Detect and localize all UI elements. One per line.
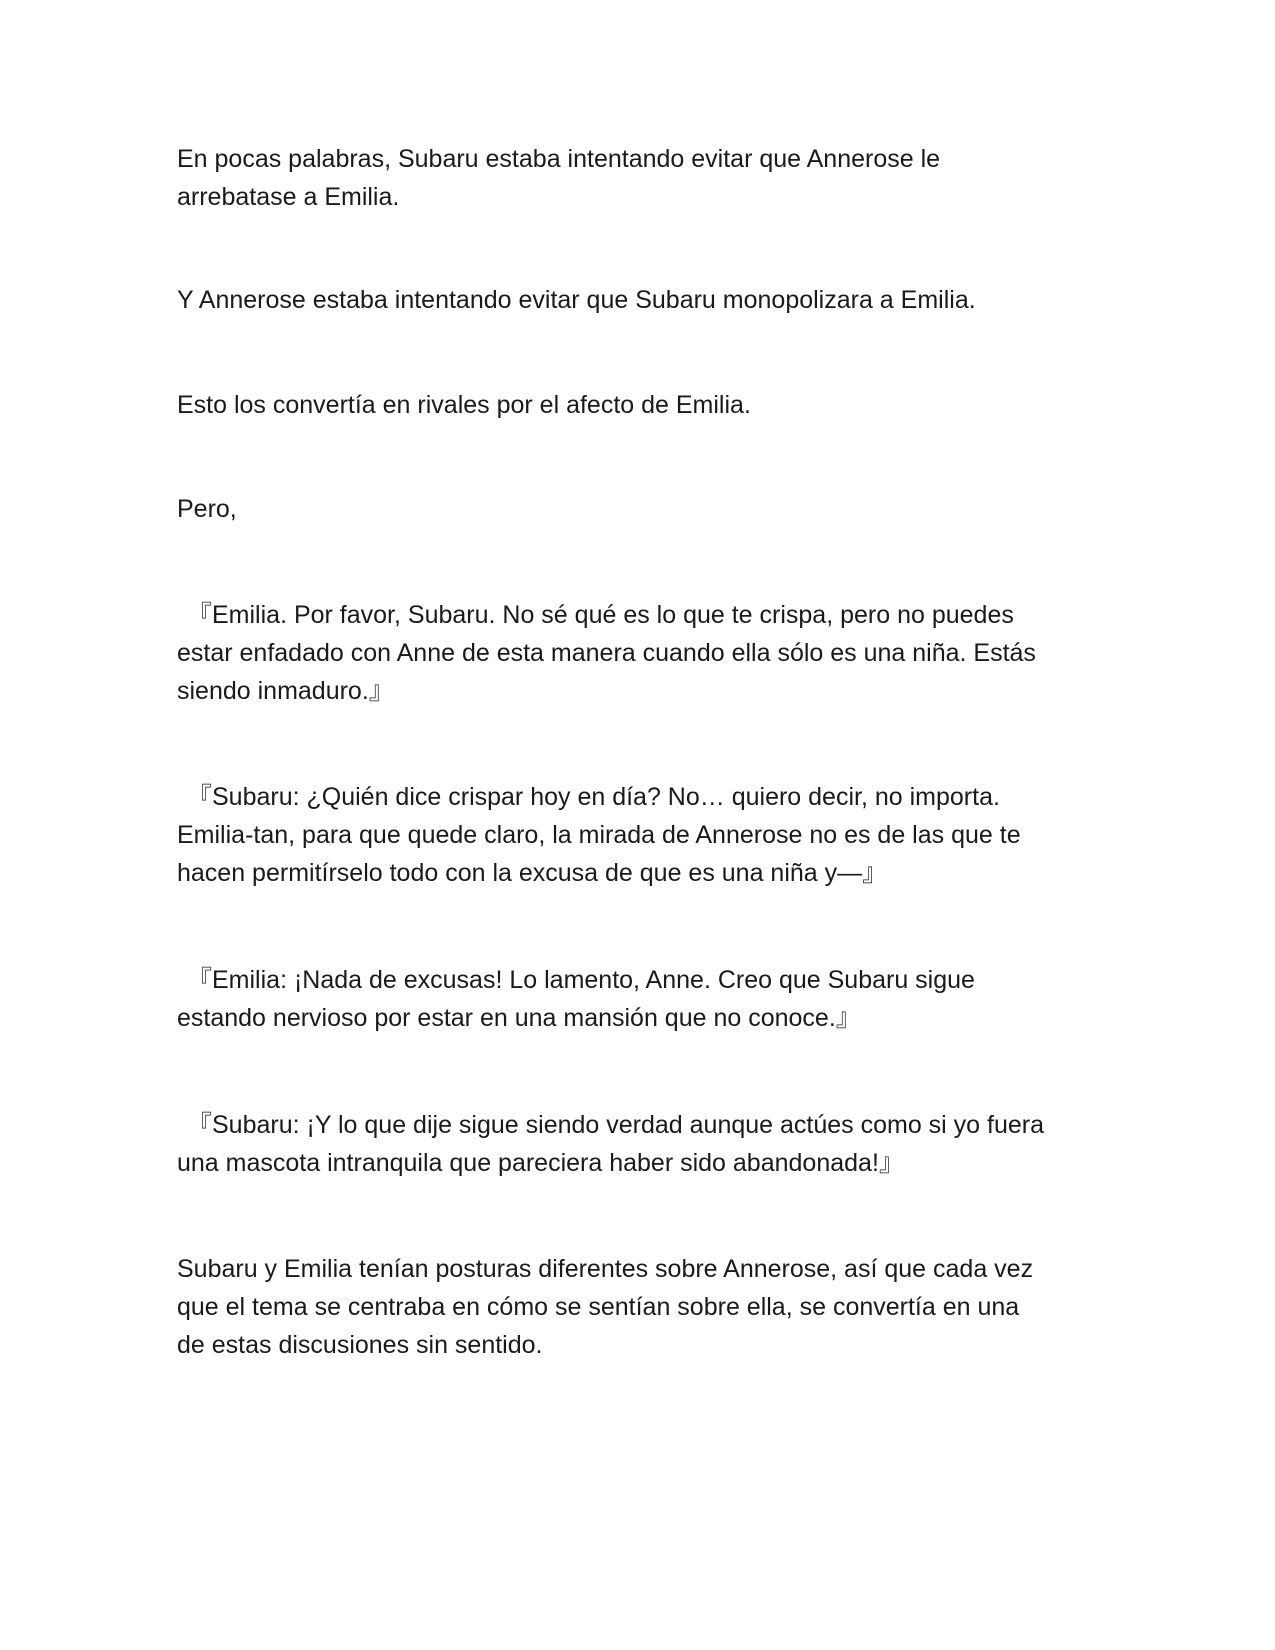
paragraph-2 xyxy=(177,281,1107,319)
text-line: Emilia-tan, para que quede claro, la mirada de Annerose no es de las que te xyxy=(177,821,1021,849)
text-line: de estas discusiones sin sentido. xyxy=(177,1331,543,1359)
text-line: 『Emilia: ¡Nada de excusas! Lo lamento, Anne. Creo que Subaru sigue xyxy=(187,966,975,994)
text-line: una mascota intranquila que pareciera haber sido abandonada!』 xyxy=(177,1149,904,1177)
text-line: que el tema se centraba en cómo se sentían sobre ella, se convertía en una xyxy=(177,1293,1020,1321)
text-line: hacen permitírselo todo con la excusa de que es una niña y—』 xyxy=(177,859,888,887)
paragraph-4 xyxy=(177,490,1107,528)
text-line: Esto los convertía en rivales por el afecto de Emilia. xyxy=(177,391,751,419)
text-line: estando nervioso por estar en una mansión que no conoce.』 xyxy=(177,1004,861,1032)
paragraph-closing xyxy=(177,1250,1107,1364)
text-line: siendo inmaduro.』 xyxy=(177,677,394,705)
text-line: 『Emilia. Por favor, Subaru. No sé qué es lo que te crispa, pero no puedes xyxy=(187,601,1014,629)
paragraph-1 xyxy=(177,140,1107,216)
text-line: Y Annerose estaba intentando evitar que Subaru monopolizara a Emilia. xyxy=(177,286,976,314)
text-line: Subaru y Emilia tenían posturas diferentes sobre Annerose, así que cada vez xyxy=(177,1255,1034,1283)
text-line: estar enfadado con Anne de esta manera cuando ella sólo es una niña. Estás xyxy=(177,639,1036,667)
dialogue-subaru-1 xyxy=(177,778,1107,892)
text-line: arrebatase a Emilia. xyxy=(177,183,400,211)
text-line: Pero, xyxy=(177,495,237,523)
text-line: 『Subaru: ¿Quién dice crispar hoy en día? No… quiero decir, no importa. xyxy=(187,783,1000,811)
dialogue-emilia-2 xyxy=(177,961,1107,1037)
text-line: En pocas palabras, Subaru estaba intentando evitar que Annerose le xyxy=(177,145,941,173)
text-line: 『Subaru: ¡Y lo que dije sigue siendo verdad aunque actúes como si yo fuera xyxy=(187,1111,1045,1139)
dialogue-subaru-2 xyxy=(177,1106,1107,1182)
paragraph-3 xyxy=(177,386,1107,424)
dialogue-emilia-1 xyxy=(177,596,1107,710)
